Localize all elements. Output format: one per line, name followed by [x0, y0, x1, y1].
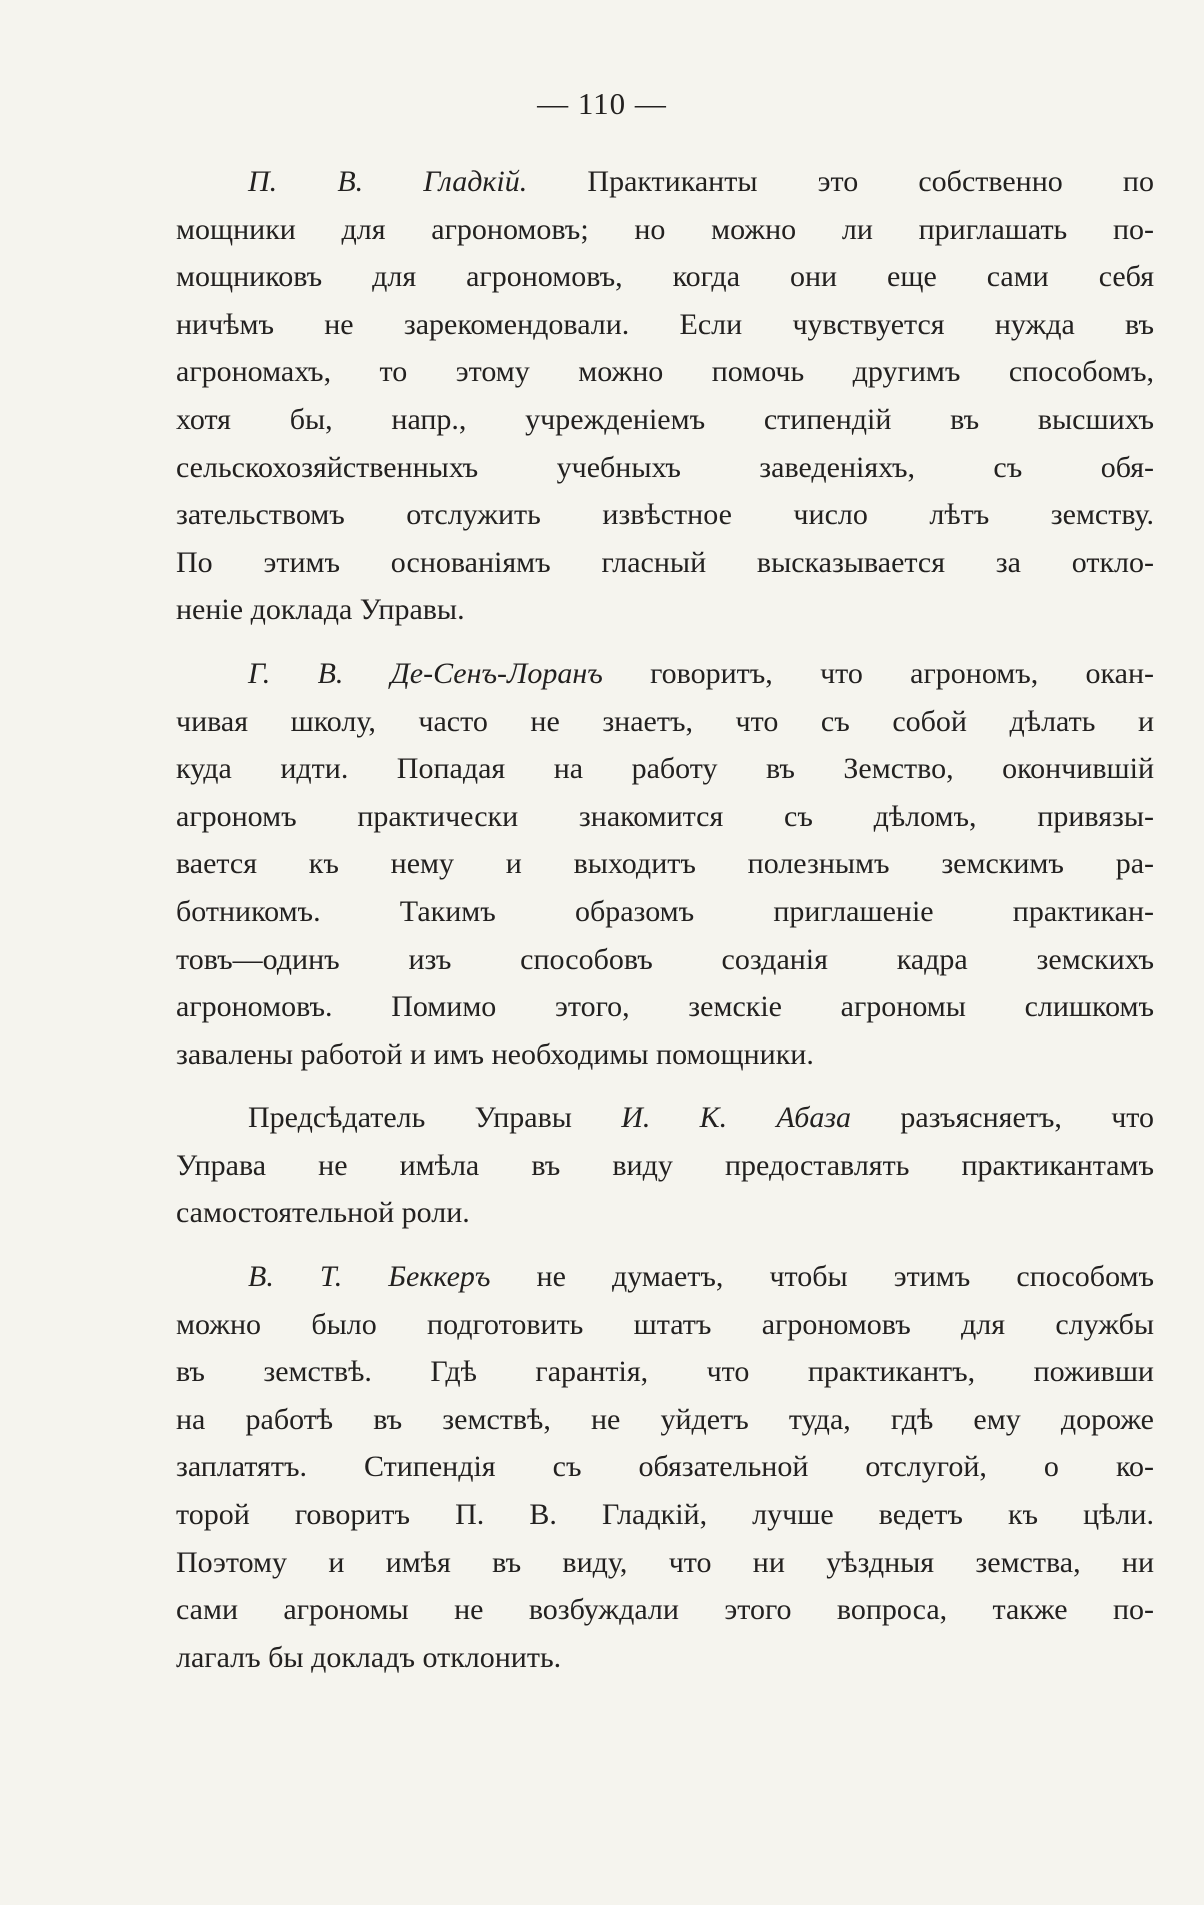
- text-line: [176, 1586, 1154, 1634]
- speaker-name: И. К. Абаза: [621, 1101, 852, 1135]
- text-segment: агрономъ практически знакомится съ дѣломъ, привязы-: [176, 799, 1154, 833]
- text-segment: сельскохозяйственныхъ учебныхъ заведеніяхъ, съ обя-: [176, 450, 1154, 484]
- text-line: [176, 1189, 1154, 1237]
- text-line: [176, 396, 1154, 444]
- text-segment: ничѣмъ не зарекомендовали. Если чувствуется нужда въ: [176, 307, 1154, 341]
- page-number: — 110 —: [537, 86, 667, 121]
- text-segment: разъясняетъ, что: [851, 1101, 1154, 1135]
- body-text: [176, 158, 1154, 1697]
- text-line: [176, 1634, 1154, 1682]
- text-segment: агрономовъ. Помимо этого, земскіе агрономы слишкомъ: [176, 990, 1154, 1024]
- text-line: [176, 1443, 1154, 1491]
- text-segment: мощники для агрономовъ; но можно ли приглашать по-: [176, 212, 1154, 246]
- paragraph: [176, 650, 1154, 1078]
- text-line: [176, 650, 1154, 698]
- text-segment: не думаетъ, чтобы этимъ способомъ: [490, 1260, 1154, 1294]
- text-line: [176, 840, 1154, 888]
- text-segment: въ земствѣ. Гдѣ гарантія, что практикантъ, поживши: [176, 1355, 1154, 1389]
- text-line: [176, 253, 1154, 301]
- text-segment: неніе доклада Управы.: [176, 593, 465, 627]
- text-line: [176, 983, 1154, 1031]
- text-segment: агрономахъ, то этому можно помочь другимъ способомъ,: [176, 355, 1154, 389]
- text-segment: товъ—одинъ изъ способовъ созданія кадра земскихъ: [176, 942, 1154, 976]
- text-segment: заплатятъ. Стипендія съ обязательной отслугой, о ко-: [176, 1450, 1154, 1484]
- text-line: [176, 745, 1154, 793]
- text-segment: мощниковъ для агрономовъ, когда они еще сами себя: [176, 260, 1154, 294]
- text-segment: на работѣ въ земствѣ, не уйдетъ туда, гдѣ ему дороже: [176, 1402, 1154, 1436]
- text-segment: сами агрономы не возбуждали этого вопроса, также по-: [176, 1593, 1154, 1627]
- text-line: [176, 158, 1154, 206]
- text-segment: зательствомъ отслужить извѣстное число лѣтъ земству.: [176, 498, 1154, 532]
- text-segment: Предсѣдатель Управы: [248, 1101, 622, 1135]
- text-line: [176, 1491, 1154, 1539]
- text-line: [176, 888, 1154, 936]
- text-segment: Управа не имѣла въ виду предоставлять практикантамъ: [176, 1148, 1154, 1182]
- text-line: [176, 444, 1154, 492]
- text-segment: Поэтому и имѣя въ виду, что ни уѣздныя земства, ни: [176, 1545, 1154, 1579]
- text-segment: вается къ нему и выходитъ полезнымъ земскимъ ра-: [176, 847, 1154, 881]
- text-line: [176, 586, 1154, 634]
- paragraph: [176, 1094, 1154, 1237]
- text-segment: завалены работой и имъ необходимы помощники.: [176, 1037, 814, 1071]
- speaker-name: Г. В. Де-Сенъ-Лоранъ: [248, 656, 603, 690]
- text-segment: ботникомъ. Такимъ образомъ приглашеніе практикан-: [176, 894, 1154, 928]
- paragraph: [176, 158, 1154, 634]
- text-line: [176, 539, 1154, 587]
- text-segment: самостоятельной роли.: [176, 1196, 470, 1230]
- text-line: [176, 301, 1154, 349]
- text-segment: говоритъ, что агрономъ, окан-: [602, 656, 1154, 690]
- text-segment: Практиканты это собственно по: [527, 165, 1154, 198]
- text-line: [176, 936, 1154, 984]
- text-line: [176, 793, 1154, 841]
- text-line: [176, 1301, 1154, 1349]
- text-line: [176, 1539, 1154, 1587]
- text-line: [176, 1142, 1154, 1190]
- text-line: [176, 1031, 1154, 1079]
- text-segment: куда идти. Попадая на работу въ Земство, окончившій: [176, 752, 1154, 786]
- text-segment: чивая школу, часто не знаетъ, что съ собой дѣлать и: [176, 704, 1154, 738]
- text-line: [176, 1253, 1154, 1301]
- text-line: [176, 1348, 1154, 1396]
- text-line: [176, 206, 1154, 254]
- text-line: [176, 698, 1154, 746]
- text-line: [176, 348, 1154, 396]
- text-segment: хотя бы, напр., учрежденіемъ стипендій въ высшихъ: [176, 402, 1154, 436]
- text-segment: торой говоритъ П. В. Гладкій, лучше ведетъ къ цѣли.: [176, 1498, 1154, 1532]
- speaker-name: В. Т. Беккеръ: [248, 1260, 491, 1294]
- text-segment: лагалъ бы докладъ отклонить.: [176, 1640, 562, 1674]
- text-line: [176, 491, 1154, 539]
- speaker-name: П. В. Гладкій.: [248, 165, 528, 198]
- text-segment: можно было подготовить штатъ агрономовъ для службы: [176, 1307, 1154, 1341]
- text-line: [176, 1094, 1154, 1142]
- text-line: [176, 1396, 1154, 1444]
- paragraph: [176, 1253, 1154, 1681]
- text-segment: По этимъ основаніямъ гласный высказывается за откло-: [176, 545, 1154, 579]
